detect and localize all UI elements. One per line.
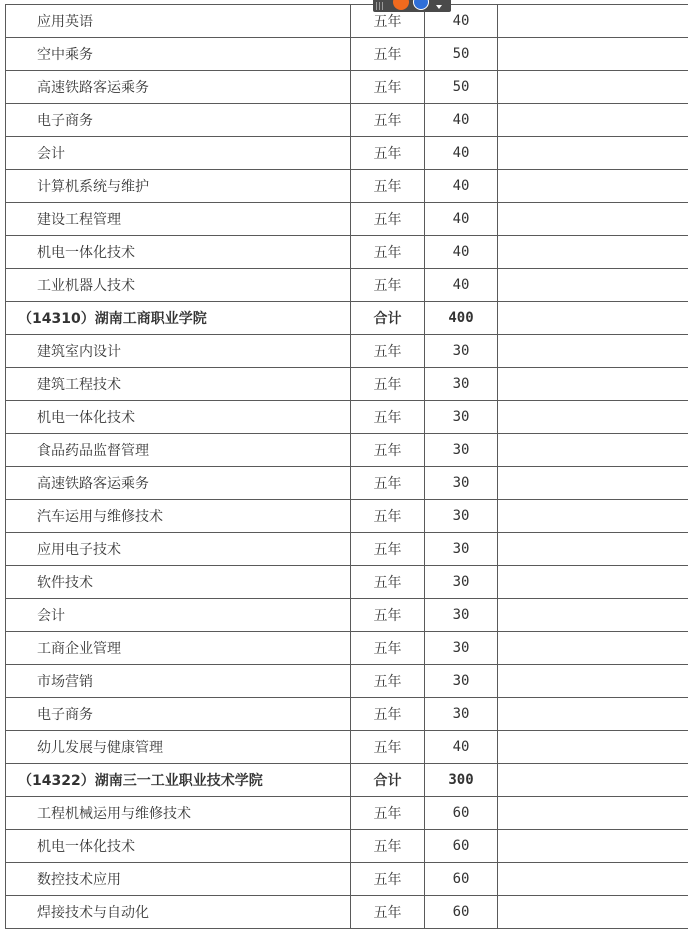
- table-row: [6, 203, 688, 236]
- quota-cell: 30: [425, 434, 498, 467]
- empty-cell: [498, 566, 688, 599]
- length-cell: 五年: [351, 731, 425, 764]
- empty-cell: [498, 269, 688, 302]
- length-cell: 五年: [351, 104, 425, 137]
- major-name-cell: （14310）湖南工商职业学院: [6, 302, 351, 335]
- empty-cell: [498, 533, 688, 566]
- quota-cell: 60: [425, 863, 498, 896]
- quota-cell: 50: [425, 71, 498, 104]
- table-row: [6, 236, 688, 269]
- table-row: [6, 566, 688, 599]
- empty-cell: [498, 368, 688, 401]
- length-cell: 五年: [351, 71, 425, 104]
- quota-cell: 40: [425, 236, 498, 269]
- length-cell: 合计: [351, 302, 425, 335]
- empty-cell: [498, 302, 688, 335]
- quota-cell: 40: [425, 137, 498, 170]
- major-name-cell: 机电一体化技术: [6, 401, 351, 434]
- empty-cell: [498, 401, 688, 434]
- major-name-cell: 食品药品监督管理: [6, 434, 351, 467]
- length-cell: 五年: [351, 467, 425, 500]
- length-cell: 五年: [351, 797, 425, 830]
- length-cell: 合计: [351, 764, 425, 797]
- empty-cell: [498, 236, 688, 269]
- major-name-cell: （14322）湖南三一工业职业技术学院: [6, 764, 351, 797]
- school-row: [6, 764, 688, 797]
- length-cell: 五年: [351, 863, 425, 896]
- length-cell: 五年: [351, 698, 425, 731]
- major-name-cell: 数控技术应用: [6, 863, 351, 896]
- empty-cell: [498, 5, 688, 38]
- major-name-cell: 高速铁路客运乘务: [6, 71, 351, 104]
- quota-cell: 30: [425, 500, 498, 533]
- quota-cell: 300: [425, 764, 498, 797]
- length-cell: 五年: [351, 599, 425, 632]
- major-name-cell: 会计: [6, 599, 351, 632]
- empty-cell: [498, 698, 688, 731]
- table-row: [6, 797, 688, 830]
- major-name-cell: 电子商务: [6, 698, 351, 731]
- empty-cell: [498, 599, 688, 632]
- quota-cell: 40: [425, 731, 498, 764]
- empty-cell: [498, 731, 688, 764]
- quota-cell: 400: [425, 302, 498, 335]
- empty-cell: [498, 71, 688, 104]
- major-name-cell: 应用电子技术: [6, 533, 351, 566]
- quota-cell: 40: [425, 170, 498, 203]
- empty-cell: [498, 500, 688, 533]
- empty-cell: [498, 830, 688, 863]
- table-row: [6, 38, 688, 71]
- quota-cell: 60: [425, 797, 498, 830]
- quota-cell: 40: [425, 5, 498, 38]
- length-cell: 五年: [351, 401, 425, 434]
- quota-cell: 40: [425, 269, 498, 302]
- length-cell: 五年: [351, 896, 425, 929]
- major-name-cell: 建设工程管理: [6, 203, 351, 236]
- quota-cell: 30: [425, 401, 498, 434]
- grip-icon[interactable]: [376, 2, 384, 10]
- major-name-cell: 幼儿发展与健康管理: [6, 731, 351, 764]
- quota-cell: 30: [425, 698, 498, 731]
- length-cell: 五年: [351, 434, 425, 467]
- table-row: [6, 830, 688, 863]
- orange-circle-icon[interactable]: [393, 0, 409, 10]
- length-cell: 五年: [351, 236, 425, 269]
- empty-cell: [498, 863, 688, 896]
- school-row: [6, 302, 688, 335]
- quota-cell: 30: [425, 335, 498, 368]
- table-row: [6, 599, 688, 632]
- empty-cell: [498, 665, 688, 698]
- empty-cell: [498, 203, 688, 236]
- length-cell: 五年: [351, 665, 425, 698]
- length-cell: 五年: [351, 533, 425, 566]
- table-row: [6, 137, 688, 170]
- quota-cell: 30: [425, 368, 498, 401]
- empty-cell: [498, 467, 688, 500]
- length-cell: 五年: [351, 5, 425, 38]
- empty-cell: [498, 896, 688, 929]
- length-cell: 五年: [351, 137, 425, 170]
- quota-cell: 30: [425, 599, 498, 632]
- major-name-cell: 电子商务: [6, 104, 351, 137]
- major-name-cell: 工程机械运用与维修技术: [6, 797, 351, 830]
- major-name-cell: 建筑工程技术: [6, 368, 351, 401]
- empty-cell: [498, 335, 688, 368]
- length-cell: 五年: [351, 830, 425, 863]
- length-cell: 五年: [351, 368, 425, 401]
- length-cell: 五年: [351, 170, 425, 203]
- empty-cell: [498, 434, 688, 467]
- empty-cell: [498, 632, 688, 665]
- table-row: [6, 731, 688, 764]
- length-cell: 五年: [351, 269, 425, 302]
- table-row: [6, 434, 688, 467]
- quota-cell: 30: [425, 533, 498, 566]
- length-cell: 五年: [351, 203, 425, 236]
- length-cell: 五年: [351, 632, 425, 665]
- empty-cell: [498, 797, 688, 830]
- major-name-cell: 高速铁路客运乘务: [6, 467, 351, 500]
- caret-down-icon[interactable]: [436, 5, 442, 9]
- empty-cell: [498, 170, 688, 203]
- major-name-cell: 工商企业管理: [6, 632, 351, 665]
- major-name-cell: 计算机系统与维护: [6, 170, 351, 203]
- quota-cell: 30: [425, 566, 498, 599]
- major-name-cell: 应用英语: [6, 5, 351, 38]
- table-body: [6, 5, 688, 929]
- table-row: [6, 104, 688, 137]
- quota-cell: 40: [425, 203, 498, 236]
- table-row: [6, 665, 688, 698]
- quota-cell: 40: [425, 104, 498, 137]
- table-row: [6, 401, 688, 434]
- quota-cell: 30: [425, 467, 498, 500]
- blue-info-icon[interactable]: [413, 0, 429, 10]
- empty-cell: [498, 38, 688, 71]
- quota-cell: 30: [425, 665, 498, 698]
- length-cell: 五年: [351, 566, 425, 599]
- major-name-cell: 焊接技术与自动化: [6, 896, 351, 929]
- major-name-cell: 机电一体化技术: [6, 236, 351, 269]
- table-row: [6, 632, 688, 665]
- table-row: [6, 269, 688, 302]
- table-row: [6, 533, 688, 566]
- major-name-cell: 建筑室内设计: [6, 335, 351, 368]
- table-row: [6, 368, 688, 401]
- quota-cell: 30: [425, 632, 498, 665]
- length-cell: 五年: [351, 38, 425, 71]
- table-row: [6, 698, 688, 731]
- table-row: [6, 5, 688, 38]
- table-row: [6, 863, 688, 896]
- empty-cell: [498, 764, 688, 797]
- floating-toolbar: [373, 0, 451, 12]
- major-name-cell: 机电一体化技术: [6, 830, 351, 863]
- major-name-cell: 市场营销: [6, 665, 351, 698]
- quota-cell: 50: [425, 38, 498, 71]
- empty-cell: [498, 104, 688, 137]
- major-name-cell: 汽车运用与维修技术: [6, 500, 351, 533]
- enrollment-table: [5, 4, 688, 929]
- quota-cell: 60: [425, 830, 498, 863]
- major-name-cell: 空中乘务: [6, 38, 351, 71]
- major-name-cell: 会计: [6, 137, 351, 170]
- table-row: [6, 71, 688, 104]
- table-row: [6, 896, 688, 929]
- length-cell: 五年: [351, 335, 425, 368]
- table-row: [6, 335, 688, 368]
- table-row: [6, 467, 688, 500]
- table-row: [6, 170, 688, 203]
- major-name-cell: 工业机器人技术: [6, 269, 351, 302]
- major-name-cell: 软件技术: [6, 566, 351, 599]
- empty-cell: [498, 137, 688, 170]
- quota-cell: 60: [425, 896, 498, 929]
- table-row: [6, 500, 688, 533]
- length-cell: 五年: [351, 500, 425, 533]
